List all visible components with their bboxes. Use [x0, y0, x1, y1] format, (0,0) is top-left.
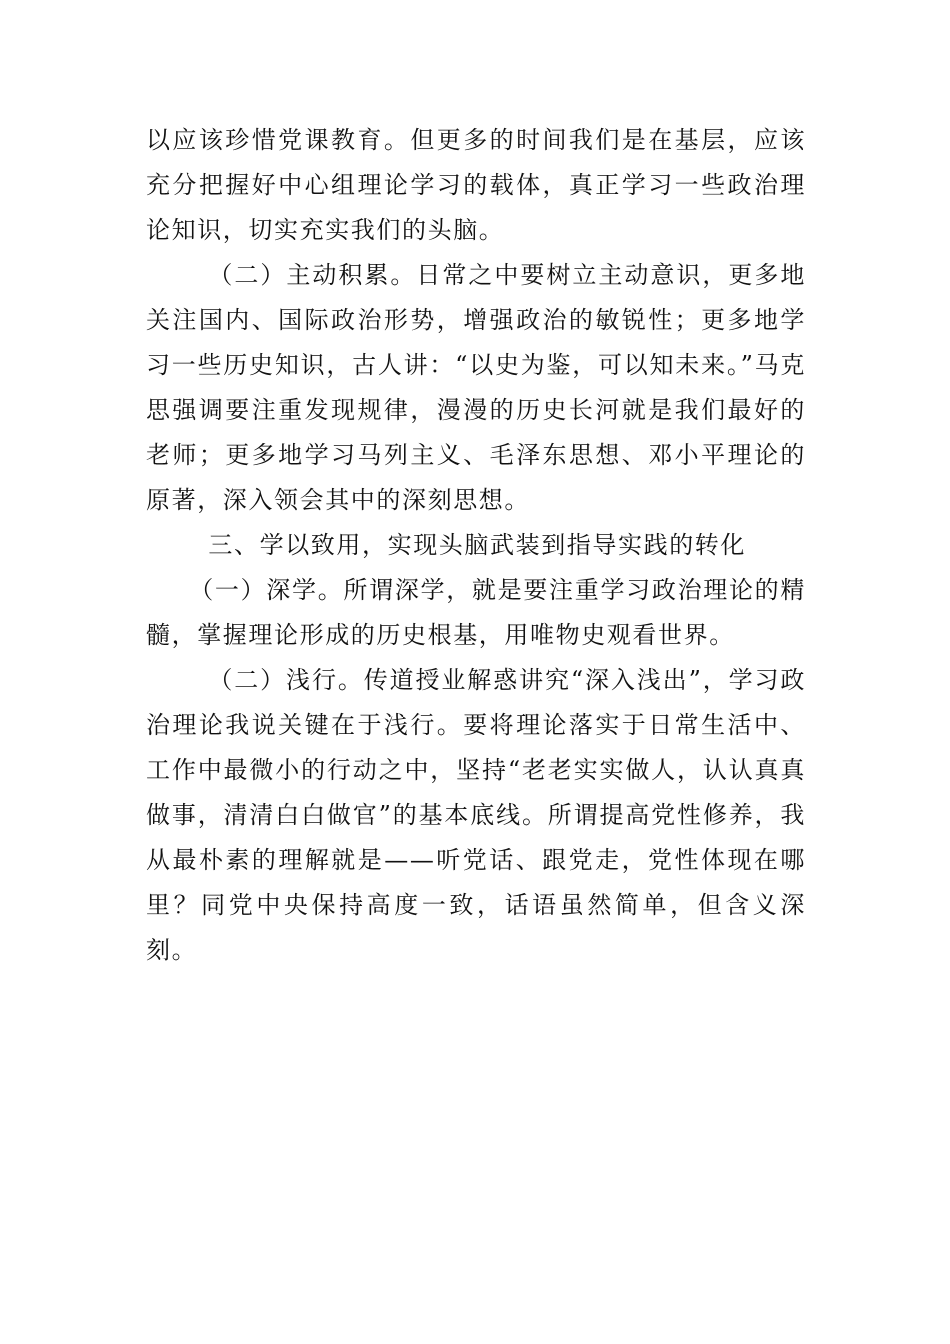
paragraph-shallow-practice: （二）浅行。传道授业解惑讲究“深入浅出”，学习政治理论我说关键在于浅行。要将理论落实于日常生活中、工作中最微小的行动之中，坚持“老老实实做人，认认真真做事，清清白白做官”的基本底线。所谓提高党性修养，我从最朴素的理解就是——听党话、跟党走，党性体现在哪里？同党中央保持高度一致，话语虽然简单，但含义深刻。 — [146, 666, 806, 964]
document-body — [146, 118, 806, 973]
paragraph-active-accumulation: （二）主动积累。日常之中要树立主动意识，更多地关注国内、国际政治形势，增强政治的敏锐性；更多地学习一些历史知识，古人讲：“以史为鉴，可以知未来。”马克思强调要注重发现规律，漫漫的历史长河就是我们最好的老师；更多地学习马列主义、毛泽东思想、邓小平理论的原著，深入领会其中的深刻思想。 — [146, 261, 806, 514]
paragraph-deep-study: （一）深学。所谓深学，就是要注重学习政治理论的精髓，掌握理论形成的历史根基，用唯物史观看世界。 — [146, 576, 806, 649]
paragraph-continuation: 以应该珍惜党课教育。但更多的时间我们是在基层，应该充分把握好中心组理论学习的载体，真正学习一些政治理论知识，切实充实我们的头脑。 — [146, 126, 806, 244]
section-heading-three: 三、学以致用，实现头脑武装到指导实践的转化 — [208, 531, 746, 559]
